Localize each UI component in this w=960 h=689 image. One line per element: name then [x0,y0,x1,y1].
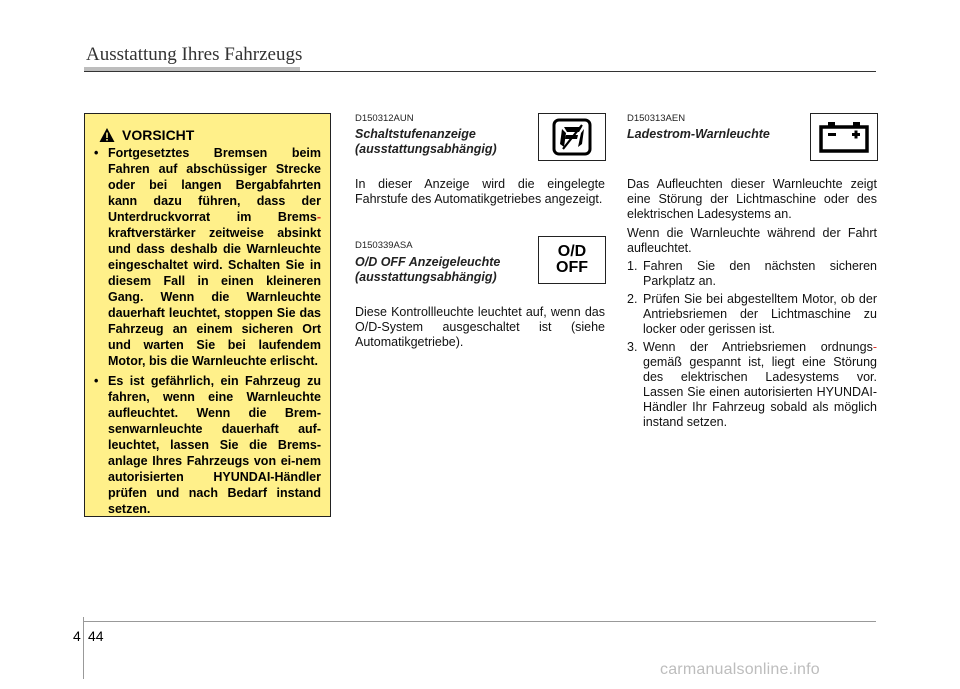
charging-warning-indicator [810,113,878,161]
section-title [355,127,497,157]
section-title [355,255,500,285]
step-number: 2. [627,292,638,306]
chapter-number: 4 [73,628,81,644]
caution-box [84,113,331,517]
page-number: 44 [88,628,104,644]
watermark-text: carmanualsonline.info [660,661,820,678]
section-body: Diese Kontrollleuchte leuchtet auf, wenn das O/D-System ausgeschaltet ist (siehe Automatikgetriebe). [355,305,605,349]
section-title-line: (ausstattungsabhängig) [355,142,497,156]
section-code: D150312AUN [355,113,414,124]
col3-paragraph: Das Aufleuchten dieser Warnleuchte zeigt eine Störung der Lichtmaschine oder des elektrischen Ladesystems an. [627,177,877,221]
section-code: D150339ASA [355,240,413,251]
step-number: 3. [627,340,638,354]
col3-paragraph: Wenn die Warnleuchte während der Fahrt aufleuchtet. [627,226,877,255]
hyphen: - [316,210,321,224]
section-title-line: Schaltstufenanzeige [355,127,476,141]
hyphen: - [872,340,877,354]
step-text: Fahren Sie den nächsten sicheren Parkplatz an. [643,259,877,288]
gear-position-indicator [538,113,606,161]
section-title-line: O/D OFF Anzeigeleuchte [355,255,501,269]
warning-triangle-icon [99,127,115,143]
gear-position-icon [552,118,592,156]
footer-divider [83,617,84,679]
od-off-indicator [538,236,606,284]
step-number: 1. [627,259,638,273]
step-text: Prüfen Sie bei abgestelltem Motor, ob der Antriebsriemen der Lichtmaschine zu locker oder gerissen ist. [643,292,877,336]
caution-item-text: kraftverstärker zeitweise absinkt und dass deshalb die Warnleuchte eingeschaltet wird. Schalten Sie in diesem Fall in einen kleineren Gang. Wenn die Warnleuchte dauerhaft leuchtet, stoppen Sie das Fahrzeug an einem sicheren Ort und warten Sie bei laufendem Motor, bis die Warnleuchte erlischt. [108,226,321,368]
caution-heading [99,126,194,144]
od-off-icon-text: OFF [556,259,588,276]
page-header-title: Ausstattung Ihres Fahrzeugs [86,44,303,65]
section-title-line: (ausstattungsabhängig) [355,270,497,284]
caution-heading-text: VORSICHT [122,127,195,143]
battery-icon [819,121,869,153]
caution-item [93,145,321,369]
section-title: Ladestrom-Warnleuchte [627,127,770,141]
od-off-icon-text: O/D [557,243,587,260]
step-text: gemäß gespannt ist, liegt eine Störung des elektrischen Ladesystems vor. Lassen Sie einen autorisierten HYUNDAI-Händler Ihr Fahrzeug sobald als möglich instand setzen. [643,355,877,429]
section-code: D150313AEN [627,113,686,124]
step-item [627,340,877,430]
footer-rule [84,621,876,622]
header-rule [84,71,876,72]
col3-steps [627,259,877,430]
step-item [627,292,877,337]
section-body: In dieser Anzeige wird die eingelegte Fahrstufe des Automatikgetriebes angezeigt. [355,177,605,206]
step-text: Wenn der Antriebsriemen ordnungs [643,340,873,354]
caution-list [93,145,321,521]
step-item [627,259,877,289]
caution-item-text: Es ist gefährlich, ein Fahrzeug zu fahren, wenn eine Warnleuchte aufleuchtet. Wenn die Brem-senwarnleuchte dauerhaft auf-leuchtet, lassen Sie die Brems-anlage Ihres Fahrzeugs von ei-nem autorisierten HYUNDAI-Händler prüfen und nach Bedarf instand setzen. [108,374,321,516]
caution-item-text: Fortgesetztes Bremsen beim Fahren auf abschüssiger Strecke oder bei langen Bergabfahrten kann dazu führen, dass der Unterdruckvorrat im Brems [108,146,321,224]
caution-item [93,373,321,517]
